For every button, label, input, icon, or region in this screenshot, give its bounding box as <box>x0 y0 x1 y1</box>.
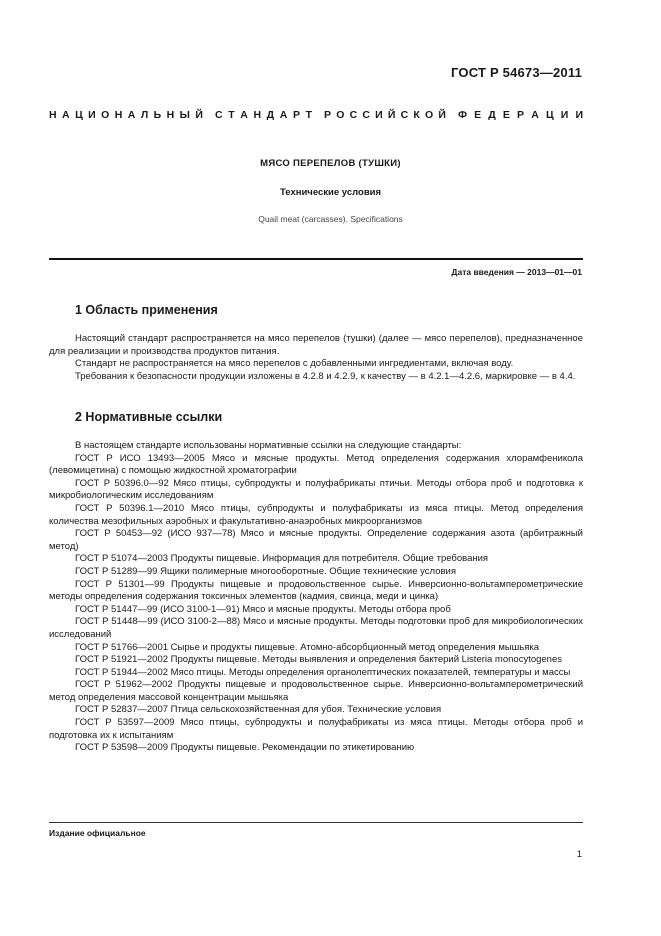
reference-item: ГОСТ Р 51301—99 Продукты пищевые и продовольственное сырье. Инверсионно-вольтамперометрические методы определения содержания токсичных элементов (кадмия, свинца, меди и цинка) <box>49 578 583 603</box>
paragraph: Стандарт не распространяется на мясо перепелов с добавленными ингредиентами, включая воду. <box>75 358 514 370</box>
section-1-heading: 1 Область применения <box>75 303 218 317</box>
banner-word-4: Ф Е Д Е Р А Ц И И <box>458 109 583 121</box>
title-divider <box>49 258 583 260</box>
reference-item: ГОСТ Р 51074—2003 Продукты пищевые. Информация для потребителя. Общие требования <box>75 553 489 565</box>
reference-item: ГОСТ Р 51944—2002 Мясо птицы. Методы определения органолептических показателей, температуры и массы <box>75 666 571 678</box>
section-1-body <box>49 333 583 383</box>
document-subtitle: Технические условия <box>279 187 382 198</box>
reference-item: ГОСТ Р 51289—99 Ящики полимерные многооборотные. Общие технические условия <box>75 565 456 577</box>
section-2-heading: 2 Нормативные ссылки <box>75 410 223 424</box>
banner-word-2: С Т А Н Д А Р Т <box>215 109 312 121</box>
document-id: ГОСТ Р 54673—2011 <box>451 65 582 80</box>
section-2-body <box>49 440 583 755</box>
reference-item: ГОСТ Р ИСО 13493—2005 Мясо и мясные продукты. Метод определения содержания хлорамфеникола (левомицетина) с помощью жидкостной хроматографии <box>49 452 583 477</box>
reference-item: ГОСТ Р 50453—92 (ИСО 937—78) Мясо и мясные продукты. Определение содержания азота (арбитражный метод) <box>49 528 583 552</box>
standard-banner <box>49 109 583 121</box>
document-title: МЯСО ПЕРЕПЕЛОВ (ТУШКИ) <box>260 158 401 169</box>
reference-item: ГОСТ Р 53598—2009 Продукты пищевые. Рекомендации по этикетированию <box>75 742 415 754</box>
footer-divider <box>49 822 583 823</box>
official-edition-label: Издание официальное <box>49 828 146 838</box>
introduction-date: Дата введения — 2013—01—01 <box>451 267 582 277</box>
paragraph: Требования к безопасности продукции изложены в 4.2.8 и 4.2.9, к качеству — в 4.2.1—4.2.6, маркировке — в 4.4. <box>75 370 576 382</box>
banner-word-1: Н А Ц И О Н А Л Ь Н Ы Й <box>49 109 203 121</box>
reference-item: ГОСТ Р 51766—2001 Сырье и продукты пищевые. Атомно-абсорбционный метод определения мышьяка <box>75 641 540 653</box>
reference-item: ГОСТ Р 51921—2002 Продукты пищевые. Методы выявления и определения бактерий Listeria monocytogenes <box>75 654 563 666</box>
reference-item: ГОСТ Р 50396.0—92 Мясо птицы, субпродукты и полуфабрикаты птичьи. Методы отбора проб и подготовка к микробиологическим исследованиям <box>49 477 583 502</box>
reference-item: ГОСТ Р 50396.1—2010 Мясо птицы, субпродукты и полуфабрикаты из мяса птицы. Метод определения количества мезофильных аэробных и факультативно-анаэробных микроорганизмов <box>49 502 583 527</box>
reference-item: ГОСТ Р 52837—2007 Птица сельскохозяйственная для убоя. Технические условия <box>75 704 442 716</box>
document-title-english: Quail meat (carcasses). Specifications <box>258 214 403 224</box>
reference-item: ГОСТ Р 51962—2002 Продукты пищевые и продовольственное сырье. Инверсионно-вольтамперометрический метод определения массовой концентрации мышьяка <box>49 679 583 703</box>
banner-word-3: Р О С С И Й С К О Й <box>324 109 446 121</box>
paragraph: В настоящем стандарте использованы нормативные ссылки на следующие стандарты: <box>75 440 462 451</box>
reference-item: ГОСТ Р 51447—99 (ИСО 3100-1—91) Мясо и мясные продукты. Методы отбора проб <box>75 603 451 615</box>
reference-item: ГОСТ Р 53597—2009 Мясо птицы, субпродукты и полуфабрикаты из мяса птицы. Методы отбора проб и подготовка их к испытаниям <box>49 717 583 741</box>
page-number: 1 <box>576 849 582 860</box>
reference-item: ГОСТ Р 51448—99 (ИСО 3100-2—88) Мясо и мясные продукты. Методы подготовки проб для микробиологических исследований <box>49 616 583 640</box>
paragraph: Настоящий стандарт распространяется на мясо перепелов (тушки) (далее — мясо перепелов), предназначенное для реализации и производства продуктов питания. <box>49 333 583 357</box>
